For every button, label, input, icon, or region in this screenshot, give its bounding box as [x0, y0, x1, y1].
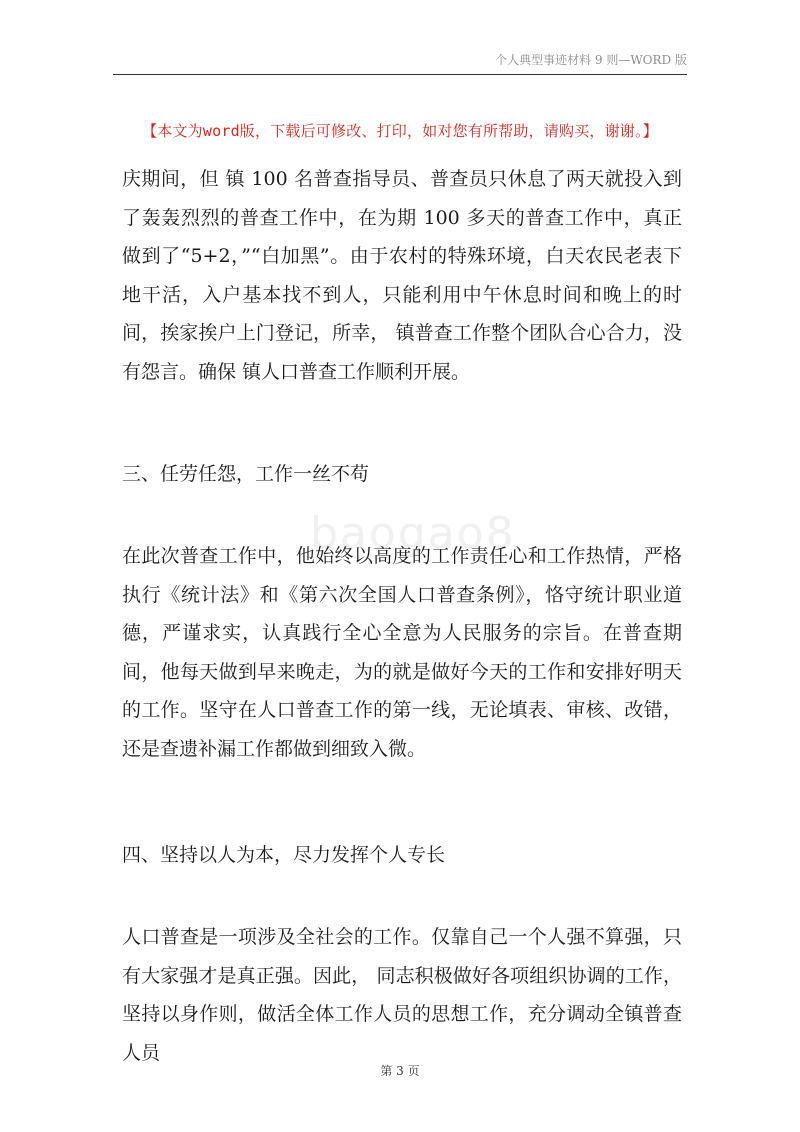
section-heading-4: 四、坚持以人为本，尽力发挥个人专长 [122, 844, 446, 866]
page-header [113, 50, 687, 75]
paragraph-3: 人口普查是一项涉及全社会的工作。仅靠自己一个人强不算强，只有大家强才是真正强。因此， 同志积极做好各项组织协调的工作，坚持以身作则，做活全体工作人员的思想工作，充分调动全镇普查人员 [122, 926, 682, 1064]
paragraph-2: 在此次普查工作中，他始终以高度的工作责任心和工作热情，严格执行《统计法》和《第六次全国人口普查条例》，恪守统计职业道德，严谨求实，认真践行全心全意为人民服务的宗旨。在普查期间，他每天做到早来晚走，为的就是做好今天的工作和安排好明天的工作。坚守在人口普查工作的第一线，无论填表、审核、改错，还是查遗补漏工作都做到细致入微。 [122, 545, 682, 760]
section-heading-3: 三、任劳任怨，工作一丝不苟 [122, 463, 370, 485]
page-number: 第 3 页 [380, 1064, 420, 1078]
purchase-notice: 【本文为word版，下载后可修改、打印，如对您有所帮助，请购买，谢谢。】 [142, 122, 658, 140]
paragraph-1: 庆期间，但 镇 100 名普查指导员、普查员只休息了两天就投入到了轰轰烈烈的普查工作中，在为期 100 多天的普查工作中，真正做到了“5+2，”“白加黑”。由于农村的特殊环境，白天农民老表下地干活，入户基本找不到人，只能利用中午休息时间和晚上的时间，挨家挨户上门登记，所幸， 镇普查工作整个团队合心合力，没有怨言。确保 镇人口普查工作顺利开展。 [122, 168, 682, 383]
watermark-logo: baogao8 [310, 508, 516, 559]
header-title: 个人典型事迹材料 9 则—WORD 版 [495, 53, 687, 67]
